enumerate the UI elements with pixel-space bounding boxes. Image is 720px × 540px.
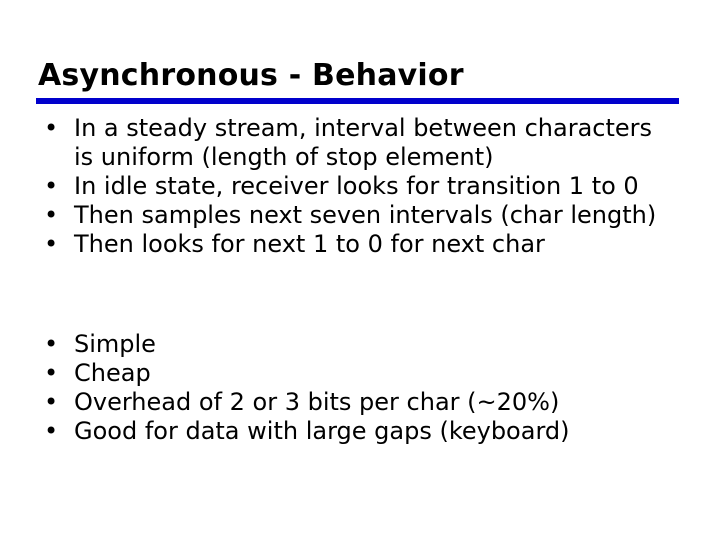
bullet-icon: • xyxy=(44,172,59,200)
bullet-text: Cheap xyxy=(74,359,151,387)
list-item xyxy=(44,417,570,446)
bullet-icon: • xyxy=(44,114,59,142)
bullet-icon: • xyxy=(44,201,59,229)
slide-title: Asynchronous - Behavior xyxy=(38,58,464,93)
bullet-text-continuation: is uniform (length of stop element) xyxy=(74,143,494,171)
bullet-icon: • xyxy=(44,359,59,387)
list-item xyxy=(44,359,570,388)
list-item xyxy=(44,330,570,359)
list-item xyxy=(44,114,656,172)
bullet-text: Simple xyxy=(74,330,156,358)
bullet-text: Good for data with large gaps (keyboard) xyxy=(74,417,570,445)
list-item xyxy=(44,201,656,230)
bullet-text: Then looks for next 1 to 0 for next char xyxy=(74,230,545,258)
bullet-text: Overhead of 2 or 3 bits per char (~20%) xyxy=(74,388,560,416)
bullet-text: Then samples next seven intervals (char length) xyxy=(74,201,657,229)
bullet-icon: • xyxy=(44,230,59,258)
list-item xyxy=(44,388,570,417)
bullet-list-properties xyxy=(44,330,570,446)
list-item xyxy=(44,172,656,201)
bullet-icon: • xyxy=(44,417,59,445)
list-item xyxy=(44,230,656,259)
title-underline xyxy=(36,98,679,104)
bullet-text: In a steady stream, interval between characters xyxy=(74,114,653,142)
bullet-text: In idle state, receiver looks for transition 1 to 0 xyxy=(74,172,639,200)
bullet-list-behavior xyxy=(44,114,656,259)
bullet-icon: • xyxy=(44,330,59,358)
bullet-icon: • xyxy=(44,388,59,416)
